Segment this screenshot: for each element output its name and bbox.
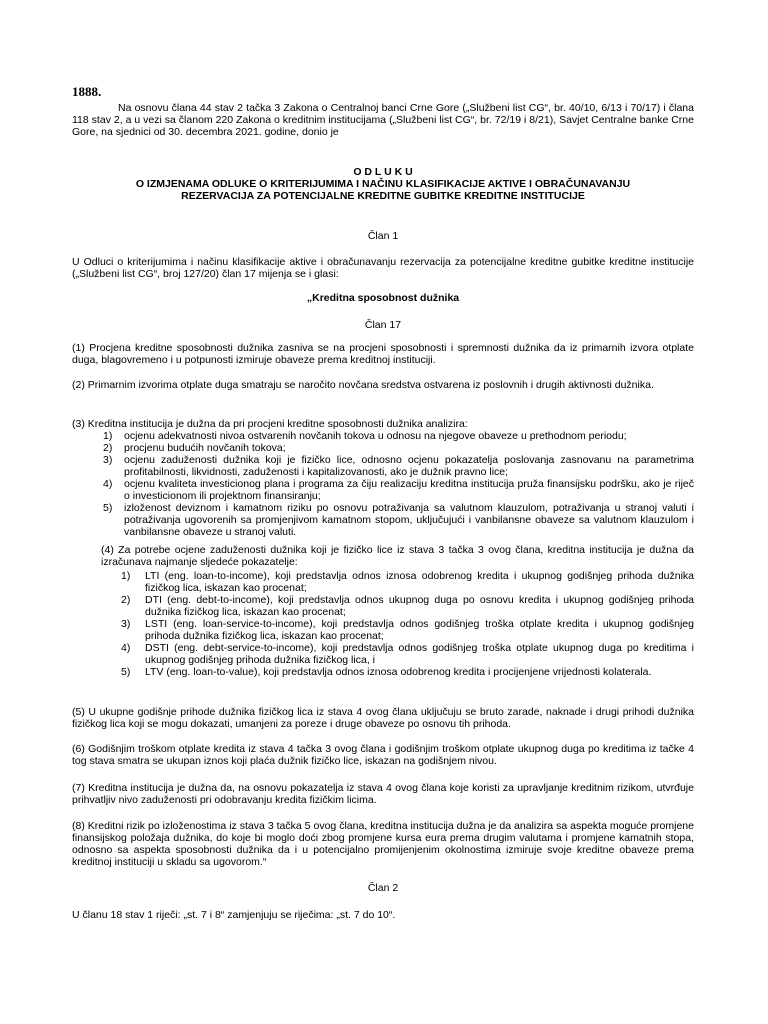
clan17-heading: Član 17: [364, 319, 402, 331]
list-item: 3) ocjenu zaduženosti dužnika koji je fizičko lice, odnosno ocjenu pokazatelja poslovanja zasnovanu na parametrima profitabilnosti, likvidnosti, zaduženosti i kapitalizovanosti, ako je dužnik pravno lice;: [103, 454, 694, 478]
clan2-text: U članu 18 stav 1 riječi: „st. 7 i 8“ zamjenjuju se riječima: „st. 7 do 10“.: [72, 909, 396, 921]
title-line-3: REZERVACIJA ZA POTENCIJALNE KREDITNE GUBITKE KREDITNE INSTITUCIJE: [181, 190, 585, 202]
paragraph-2: (2) Primarnim izvorima otplate duga smatraju se naročito novčana sredstva ostvarena iz poslovnih i drugih aktivnosti dužnika.: [72, 379, 654, 391]
paragraph-4-intro: (4) Za potrebe ocjene zaduženosti dužnika koji je fizičko lice iz stava 3 tačka 3 ovog člana, kreditna institucija je dužna da izračunava najmanje sljedeće pokazatelje:: [101, 544, 694, 568]
paragraph-3-intro: (3) Kreditna institucija je dužna da pri procjeni kreditne sposobnosti dužnika analizira:: [72, 418, 468, 430]
list-item: 2) procjenu budućih novčanih tokova;: [103, 442, 286, 454]
paragraph-6: (6) Godišnjim troškom otplate kredita iz stava 4 tačka 3 ovog člana i godišnjim troškom otplate ukupnog duga po kreditima iz tačke 4 tog stava smatra se ukupan iznos koji plaća dužnik fizičko lice, iskazan na godišnjem nivou.: [72, 743, 694, 767]
list-item: 1) LTI (eng. loan-to-income), koji predstavlja odnos iznosa odobrenog kredita i ukupnog godišnjeg prihoda dužnika fizičkog lica, iskazan kao procenat;: [121, 570, 694, 594]
list-item: 4) DSTI (eng. debt-service-to-income), koji predstavlja odnos godišnjeg troška otplate ukupnog duga po kreditima i ukupnog godišnjeg prihoda dužnika fizičkog lica, i: [121, 642, 694, 666]
clan1-text: U Odluci o kriterijumima i načinu klasifikacije aktive i obračunavanju rezervacija za potencijalne kreditne gubitke kreditne institucije („Službeni list CG“, broj 127/20) član 17 mijenja se i glasi:: [72, 256, 694, 280]
list-item: 5) izloženost deviznom i kamatnom riziku po osnovu potraživanja sa valutnom klauzulom, potraživanja u stranoj valuti i potraživanja ugovorenih sa promjenjivom kamatnom stopom, uključujući i vanbilansne obaveze sa valutnom klauzulom i vanbilansne obaveze u stranoj valuti.: [103, 502, 694, 538]
paragraph-4-list: [121, 570, 694, 678]
paragraph-3-list: [103, 430, 694, 538]
list-item: 3) LSTI (eng. loan-service-to-income), koji predstavlja odnos godišnjeg troška otplate kredita i ukupnog godišnjeg prihoda dužnika fizičkog lica, iskazan kao procenat;: [121, 618, 694, 642]
paragraph-1: (1) Procjena kreditne sposobnosti dužnika zasniva se na procjeni sposobnosti i spremnosti dužnika da iz primarnih izvora otplate duga, blagovremeno i u potpunosti izmiruje obaveze prema kreditnoj instituciji.: [72, 342, 694, 366]
decision-number: 1888.: [72, 84, 102, 99]
paragraph-8: (8) Kreditni rizik po izloženostima iz stava 3 tačka 5 ovog člana, kreditna institucija dužna je da analizira sa aspekta moguće promjene finansijskog položaja dužnika, do koje bi moglo doći zbog promjene kursa eura prema drugim valutama i promjene kamatnih stopa, odnosno sa aspekta sposobnosti dužnika da i u potencijalno promijenjenim okolnostima izmiruje svoje kreditne obaveze prema kreditnoj instituciji u skladu sa ugovorom.“: [72, 820, 694, 868]
title-odluku: O D L U K U: [353, 166, 413, 178]
paragraph-5: (5) U ukupne godišnje prihode dužnika fizičkog lica iz stava 4 ovog člana uključuju se bruto zarade, naknade i drugi prihodi dužnika fizičkog lica koji se mogu dokazati, umanjeni za poreze i druge obaveze po osnovu tih prihoda.: [72, 706, 694, 730]
clan2-heading: Član 2: [367, 882, 399, 894]
title-line-2: O IZMJENAMA ODLUKE O KRITERIJUMIMA I NAČINU KLASIFIKACIJE AKTIVE I OBRAČUNAVANJU: [135, 178, 631, 190]
preamble: Na osnovu člana 44 stav 2 tačka 3 Zakona o Centralnoj banci Crne Gore („Službeni list CG“, br. 40/10, 6/13 i 70/17) i člana 118 stav 2, a u vezi sa članom 220 Zakona o kreditnim institucijama („Službeni list CG“, br. 72/19 i 8/21), Savjet Centralne banke Crne Gore, na sjednici od 30. decembra 2021. godine, donio je: [72, 102, 694, 138]
list-item: 5) LTV (eng. loan-to-value), koji predstavlja odnos iznosa odobrenog kredita i procijenjene vrijednosti kolaterala.: [121, 666, 652, 678]
paragraph-7: (7) Kreditna institucija je dužna da, na osnovu pokazatelja iz stava 4 ovog člana koje koristi za upravljanje kreditnim rizikom, utvrđuje prihvatljiv nivo zaduženosti pri odobravanju kredita fizičkim licima.: [72, 782, 694, 806]
list-item: 1) ocjenu adekvatnosti nivoa ostvarenih novčanih tokova u odnosu na njegove obaveze u prethodnom periodu;: [103, 430, 627, 442]
clan1-heading: Član 1: [367, 230, 399, 242]
subtitle-kreditna-sposobnost: „Kreditna sposobnost dužnika: [306, 292, 460, 304]
list-item: 2) DTI (eng. debt-to-income), koji predstavlja odnos ukupnog duga po osnovu kredita i ukupnog godišnjeg prihoda dužnika fizičkog lica, iskazan kao procenat;: [121, 594, 694, 618]
list-item: 4) ocjenu kvaliteta investicionog plana i programa za čiju realizaciju kreditna institucija pruža finansijsku podršku, ako je riječ o investicionom ili projektnom finansiranju;: [103, 478, 694, 502]
